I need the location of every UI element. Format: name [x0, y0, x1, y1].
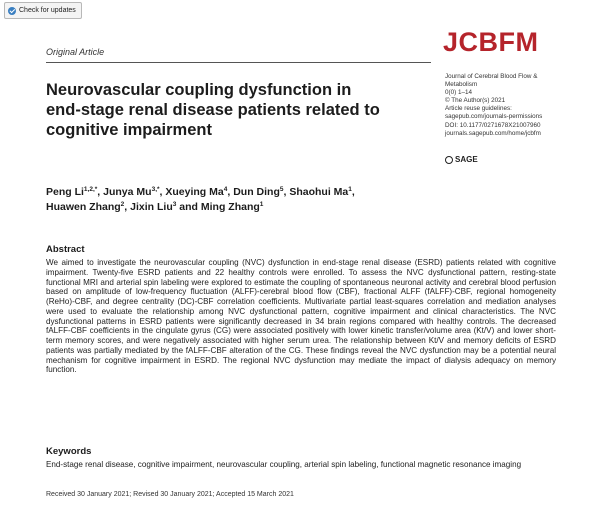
keywords-text: End-stage renal disease, cognitive impairment, neurovascular coupling, arterial spin labeling, functional magnetic resonance imaging [46, 460, 522, 469]
journal-homepage-link[interactable]: journals.sagepub.com/home/jcbfm [445, 129, 541, 137]
check-circle-icon [8, 7, 16, 15]
check-for-updates-label: Check for updates [19, 7, 76, 14]
journal-meta-line: Journal of Cerebral Blood Flow & [445, 73, 538, 80]
author: Huawen Zhang$^2$ [46, 201, 125, 213]
author: Dun Ding$^5$ [233, 186, 284, 198]
author: Jixin Liu$^3$ [130, 201, 177, 213]
journal-meta [445, 73, 585, 138]
journal-meta-link[interactable]: sagepub.com/journals-permissions [445, 113, 543, 121]
journal-meta-line: Metabolism [445, 81, 478, 89]
submission-dates: Received 30 January 2021; Revised 30 January 2021; Accepted 15 March 2021 [46, 491, 294, 498]
author: Ming Zhang$^1$ [200, 201, 264, 213]
author: Shaohui Ma$^1$ [289, 186, 352, 198]
author-list: Peng $Li^{1,2,*}$, Junya $Mu^{3,*}$, Xueying Ma$^4$, Dun Ding$^5$, Shaohui Ma$^1$, Huawen Zhang$^2$, Jixin Liu$^3$ and Ming Zhang$^1$ [46, 186, 355, 213]
journal-meta-line: © The Author(s) 2021 [445, 97, 506, 105]
publisher-name: SAGE [455, 155, 478, 164]
journal-logo: JCBFM [443, 27, 539, 57]
abstract-text: We aimed to investigate the neurovascular coupling (NVC) dysfunction in end-stage renal disease (ESRD) patients related with cognitive impairment. Twenty-five ESRD patients and 22 healthy controls were enrolled. To assess the NVC dysfunctional pattern, resting-state functional MRI and arterial spin labeling were explored to estimate the coupling of spontaneous neuronal activity and cerebral blood perfusion based on amplitude of low-frequency fluctuation (ALFF)-cerebral blood flow (CBF), fractional ALFF (fALFF)-CBF, regional homogeneity (ReHo)-CBF, and degree centrality (DC)-CBF correlation coefficients. Multivariate partial least-squares correlation and mediation analyses were used to evaluate the relationship among NVC dysfunctional pattern, cognitive impairment and clinical characteristics. The NVC dysfunctional patterns in ESRD patients were significantly decreased in 34 brain regions compared with healthy controls. The decreased fALFF-CBF coefficients in the cingulate gyrus (CG) were associated positively with lower kinetic transfer/volume area (Kt/V) and lower short-term memory scores, and were negatively associated with higher serum urea. The relationship between Kt/V and memory deficits of ESRD patients was partially mediated by the fALFF-CBF alteration of the CG. These findings reveal the NVC dysfunction may be a potential neural mechanism for cognitive impairment in ESRD. The regional NVC dysfunction may mediate the impact of dialysis adequacy on memory function. [46, 258, 556, 375]
author: Peng $Li^{1,2,*}$ [46, 186, 98, 198]
publisher-logo [445, 155, 478, 164]
sage-logo-icon [445, 156, 453, 164]
header-divider [46, 62, 431, 63]
abstract-heading: Abstract [46, 244, 85, 255]
author: Xueying Ma$^4$ [165, 186, 228, 198]
journal-doi[interactable]: DOI: 10.1177/0271678X21007960 [445, 121, 541, 129]
journal-meta-line: Article reuse guidelines: [445, 105, 512, 113]
paper-title: Neurovascular coupling dysfunction in end-stage renal disease patients related to cognitive impairment [46, 81, 380, 139]
article-type: Original Article [46, 47, 105, 57]
check-for-updates-button[interactable] [4, 2, 82, 19]
keywords-heading: Keywords [46, 446, 92, 457]
journal-meta-line: 0(0) 1–14 [445, 89, 472, 97]
author: Junya $Mu^{3,*}$ [103, 186, 160, 198]
